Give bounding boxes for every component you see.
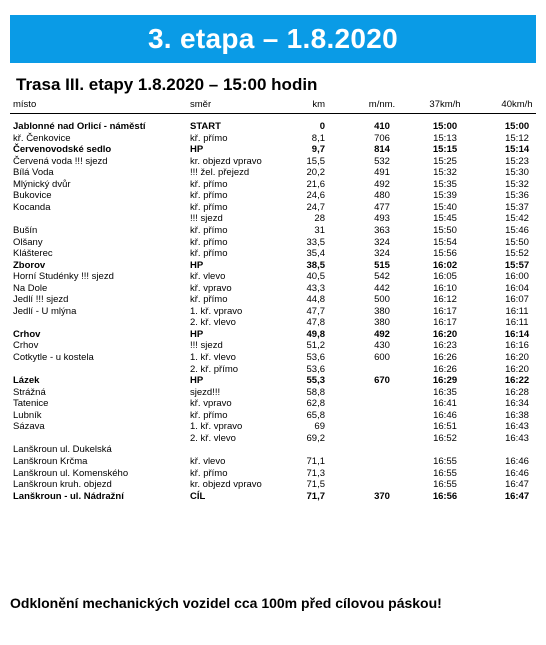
cell-time-40: 15:00: [504, 121, 530, 132]
cell-direction: kř. přímo: [190, 224, 228, 236]
cell-direction: 2. kř. přímo: [190, 363, 239, 375]
cell-time-37: 16:55: [433, 467, 457, 479]
cell-time-40: 16:22: [504, 375, 530, 387]
table-row: [10, 283, 536, 295]
cell-km: 55,3: [306, 375, 325, 387]
cell-direction: !!! sjezd: [190, 340, 223, 352]
cell-time-40: 16:16: [505, 340, 529, 352]
table-row: [10, 375, 536, 387]
cell-km: 40,5: [306, 271, 325, 283]
cell-direction: kř. přímo: [190, 201, 228, 213]
cell-place: Tatenice: [13, 398, 49, 410]
cell-km: 71,5: [306, 479, 325, 491]
cell-direction: CÍL: [190, 490, 206, 502]
cell-altitude: 324: [374, 236, 390, 248]
cell-time-37: 16:20: [432, 328, 458, 340]
cell-altitude: 670: [374, 375, 390, 387]
table-row: [10, 156, 536, 168]
header-divider: [10, 113, 536, 114]
cell-altitude: 380: [374, 317, 390, 329]
cell-time-37: 16:05: [433, 271, 457, 283]
cell-altitude: 532: [374, 155, 390, 167]
cell-km: 69,2: [306, 432, 325, 444]
cell-direction: kř. vlevo: [190, 271, 226, 283]
cell-time-40: 16:14: [504, 328, 530, 340]
cell-place: Olšany: [13, 236, 43, 248]
cell-time-40: 15:42: [505, 213, 529, 225]
cell-altitude: 370: [374, 490, 390, 502]
cell-time-37: 16:29: [432, 375, 458, 387]
cell-time-40: 16:47: [504, 490, 530, 502]
cell-place: Červená voda !!! sjezd: [13, 155, 108, 167]
cell-place: Červenovodské sedlo: [13, 144, 112, 156]
cell-km: 38,5: [306, 259, 325, 271]
footer-notice: Odklonění mechanických vozidel cca 100m před cílovou páskou!: [10, 595, 442, 611]
cell-direction: 1. kř. vlevo: [190, 352, 236, 363]
cell-direction: START: [190, 121, 221, 132]
cell-time-37: 15:15: [432, 144, 458, 156]
cell-km: 58,8: [306, 386, 325, 398]
table-row: [10, 248, 536, 260]
cell-place: Jedlí - U mlýna: [13, 305, 77, 317]
table-row: [10, 202, 536, 214]
cell-time-37: 16:10: [433, 282, 457, 294]
cell-altitude: 410: [374, 121, 390, 132]
cell-altitude: 491: [374, 167, 390, 179]
cell-time-37: 16:55: [433, 455, 457, 467]
table-row: [10, 352, 536, 364]
cell-time-40: 15:52: [505, 248, 529, 260]
cell-direction: HP: [190, 144, 204, 156]
cell-time-37: 15:32: [433, 167, 457, 179]
cell-altitude: 515: [374, 259, 390, 271]
table-row: [10, 387, 536, 399]
cell-time-37: 16:41: [433, 398, 457, 410]
cell-altitude: 480: [374, 190, 390, 202]
cell-time-40: 16:28: [505, 386, 529, 398]
cell-place: Bílá Voda: [13, 167, 54, 179]
cell-place: Lubník: [13, 409, 42, 421]
cell-altitude: 324: [374, 248, 390, 260]
cell-time-37: 15:45: [433, 213, 457, 225]
cell-time-40: 15:36: [505, 190, 529, 202]
table-row: [10, 317, 536, 329]
cell-time-40: 15:50: [505, 236, 529, 248]
cell-place: Lanškroun ul. Komenského: [13, 467, 129, 479]
table-row: [10, 271, 536, 283]
table-row: [10, 398, 536, 410]
cell-direction: kř. vpravo: [190, 398, 232, 410]
table-row: [10, 167, 536, 179]
cell-direction: 2. kř. vlevo: [190, 432, 236, 444]
table-row: [10, 491, 536, 503]
cell-direction: kř. vlevo: [190, 455, 226, 467]
cell-time-40: 16:34: [505, 398, 529, 410]
cell-direction: kř. přímo: [190, 178, 228, 190]
cell-direction: !!! žel. přejezd: [190, 167, 250, 179]
cell-time-37: 16:26: [433, 363, 457, 375]
stage-title: 3. etapa – 1.8.2020: [147, 23, 399, 54]
cell-km: 35,4: [306, 248, 325, 260]
cell-km: 53,6: [306, 352, 325, 363]
cell-altitude: 500: [374, 294, 390, 306]
header-time-37: 37km/h: [429, 99, 461, 110]
cell-place: Sázava: [13, 421, 45, 433]
cell-km: 43,3: [306, 282, 325, 294]
cell-direction: kř. přímo: [190, 467, 228, 479]
header-km: km: [312, 99, 325, 110]
cell-km: 24,7: [306, 201, 325, 213]
cell-time-37: 15:13: [433, 132, 457, 144]
cell-direction: kř. přímo: [190, 132, 228, 144]
cell-direction: kř. vpravo: [190, 282, 232, 294]
cell-time-40: 16:00: [505, 271, 529, 283]
cell-km: 0: [319, 121, 325, 132]
cell-place: Mlýnický dvůr: [13, 178, 71, 190]
cell-place: Crhov: [13, 328, 41, 340]
table-row: [10, 364, 536, 376]
table-row: [10, 179, 536, 191]
cell-km: 31: [314, 224, 325, 236]
cell-direction: kr. objezd vpravo: [190, 155, 262, 167]
cell-place: Klášterec: [13, 248, 53, 260]
table-row: [10, 479, 536, 491]
cell-place: kř. Čenkovice: [13, 132, 71, 144]
cell-place: Kocanda: [13, 201, 51, 213]
header-place: místo: [13, 99, 37, 110]
cell-altitude: 492: [374, 178, 390, 190]
cell-time-40: 15:46: [505, 224, 529, 236]
table-row: [10, 190, 536, 202]
cell-time-37: 16:35: [433, 386, 457, 398]
cell-time-37: 16:46: [433, 409, 457, 421]
cell-direction: 1. kř. vpravo: [190, 421, 243, 433]
cell-time-37: 15:50: [433, 224, 457, 236]
cell-km: 62,8: [306, 398, 325, 410]
cell-time-40: 16:46: [505, 467, 529, 479]
table-row: [10, 144, 536, 156]
cell-direction: sjezd!!!: [190, 386, 221, 398]
cell-time-37: 15:54: [433, 236, 457, 248]
header-time-40: 40km/h: [501, 99, 533, 110]
cell-direction: kř. přímo: [190, 236, 228, 248]
cell-altitude: 492: [374, 328, 390, 340]
table-row: [10, 444, 536, 456]
cell-time-40: 15:57: [504, 259, 530, 271]
cell-time-40: 15:30: [505, 167, 529, 179]
cell-place: Horní Studénky !!! sjezd: [13, 271, 114, 283]
table-row: [10, 421, 536, 433]
cell-time-40: 16:11: [505, 317, 529, 329]
cell-time-40: 16:20: [505, 352, 529, 363]
cell-km: 53,6: [306, 363, 325, 375]
cell-place: Zborov: [13, 259, 46, 271]
cell-time-37: 16:26: [433, 352, 457, 363]
table-row: [10, 433, 536, 445]
cell-place: Bušín: [13, 224, 38, 236]
cell-place: Lanškroun Krčma: [13, 455, 88, 467]
cell-km: 65,8: [306, 409, 325, 421]
cell-time-40: 16:20: [505, 363, 529, 375]
cell-km: 47,7: [306, 305, 325, 317]
cell-km: 28: [314, 213, 325, 225]
cell-altitude: 442: [374, 282, 390, 294]
cell-altitude: 430: [374, 340, 390, 352]
cell-time-37: 16:51: [433, 421, 457, 433]
table-row: [10, 410, 536, 422]
cell-km: 9,7: [311, 144, 325, 156]
cell-time-37: 15:40: [433, 201, 457, 213]
cell-direction: kř. přímo: [190, 190, 228, 202]
cell-time-40: 16:07: [505, 294, 529, 306]
cell-time-37: 16:55: [433, 479, 457, 491]
cell-altitude: 600: [374, 352, 390, 363]
cell-direction: HP: [190, 375, 204, 387]
cell-time-40: 16:11: [505, 305, 529, 317]
table-row: [10, 468, 536, 480]
cell-time-40: 16:47: [505, 479, 529, 491]
cell-place: Na Dole: [13, 282, 48, 294]
cell-time-37: 15:35: [433, 178, 457, 190]
cell-km: 33,5: [306, 236, 325, 248]
cell-place: Jedlí !!! sjezd: [13, 294, 69, 306]
cell-km: 71,1: [306, 455, 325, 467]
cell-km: 21,6: [306, 178, 325, 190]
cell-altitude: 814: [374, 144, 390, 156]
cell-time-37: 16:17: [433, 305, 457, 317]
cell-time-40: 15:23: [505, 155, 529, 167]
cell-altitude: 380: [374, 305, 390, 317]
stage-title-banner: [10, 15, 536, 63]
cell-time-40: 16:43: [505, 432, 529, 444]
cell-km: 44,8: [306, 294, 325, 306]
cell-direction: kř. přímo: [190, 409, 228, 421]
cell-km: 71,3: [306, 467, 325, 479]
cell-direction: HP: [190, 328, 204, 340]
table-row: [10, 294, 536, 306]
cell-direction: kr. objezd vpravo: [190, 479, 262, 491]
cell-place: Lázek: [13, 375, 40, 387]
cell-time-37: 15:25: [433, 155, 457, 167]
cell-altitude: 477: [374, 201, 390, 213]
cell-time-40: 16:04: [505, 282, 529, 294]
cell-km: 71,7: [306, 490, 325, 502]
cell-km: 69: [314, 421, 325, 433]
cell-altitude: 706: [374, 132, 390, 144]
header-direction: směr: [190, 99, 212, 110]
cell-km: 20,2: [306, 167, 325, 179]
cell-time-37: 16:52: [433, 432, 457, 444]
cell-place: Crhov: [13, 340, 39, 352]
table-row: [10, 340, 536, 352]
cell-km: 51,2: [306, 340, 325, 352]
cell-direction: !!! sjezd: [190, 213, 223, 225]
cell-time-37: 16:17: [433, 317, 457, 329]
table-row: [10, 121, 536, 133]
cell-time-37: 16:12: [433, 294, 457, 306]
cell-direction: kř. přímo: [190, 294, 228, 306]
cell-direction: 1. kř. vpravo: [190, 305, 243, 317]
cell-place: Strážná: [13, 386, 46, 398]
cell-km: 24,6: [306, 190, 325, 202]
header-altitude: m/nm.: [368, 99, 396, 110]
cell-time-37: 15:39: [433, 190, 457, 202]
cell-time-40: 15:37: [505, 201, 529, 213]
table-row: [10, 237, 536, 249]
cell-time-37: 15:56: [433, 248, 457, 260]
cell-time-40: 16:43: [505, 421, 529, 433]
cell-time-37: 15:00: [432, 121, 458, 132]
cell-time-40: 16:38: [505, 409, 529, 421]
cell-direction: 2. kř. vlevo: [190, 317, 236, 329]
route-subtitle: Trasa III. etapy 1.8.2020 – 15:00 hodin: [16, 75, 318, 94]
table-row: [10, 225, 536, 237]
table-row: [10, 329, 536, 341]
cell-altitude: 363: [374, 224, 390, 236]
cell-km: 49,8: [306, 328, 325, 340]
cell-time-40: 15:14: [504, 144, 530, 156]
cell-time-40: 15:12: [505, 132, 529, 144]
table-row: [10, 260, 536, 272]
cell-time-40: 16:46: [505, 455, 529, 467]
cell-direction: HP: [190, 259, 204, 271]
cell-km: 47,8: [306, 317, 325, 329]
cell-time-37: 16:02: [432, 259, 458, 271]
cell-km: 15,5: [306, 155, 325, 167]
table-header: [10, 99, 536, 111]
cell-place: Jablonné nad Orlicí - náměstí: [13, 121, 146, 132]
cell-direction: kř. přímo: [190, 248, 228, 260]
cell-km: 8,1: [311, 132, 325, 144]
cell-place: Cotkytle - u kostela: [13, 352, 94, 363]
table-row: [10, 133, 536, 145]
table-row: [10, 213, 536, 225]
cell-place: Lanškroun ul. Dukelská: [13, 444, 112, 456]
cell-altitude: 542: [374, 271, 390, 283]
cell-time-37: 16:23: [433, 340, 457, 352]
cell-place: Lanškroun - ul. Nádražní: [13, 490, 124, 502]
cell-place: Lanškroun kruh. objezd: [13, 479, 112, 491]
table-row: [10, 456, 536, 468]
table-row: [10, 306, 536, 318]
cell-time-37: 16:56: [432, 490, 458, 502]
cell-time-40: 15:32: [505, 178, 529, 190]
cell-place: Bukovice: [13, 190, 52, 202]
cell-altitude: 493: [374, 213, 390, 225]
